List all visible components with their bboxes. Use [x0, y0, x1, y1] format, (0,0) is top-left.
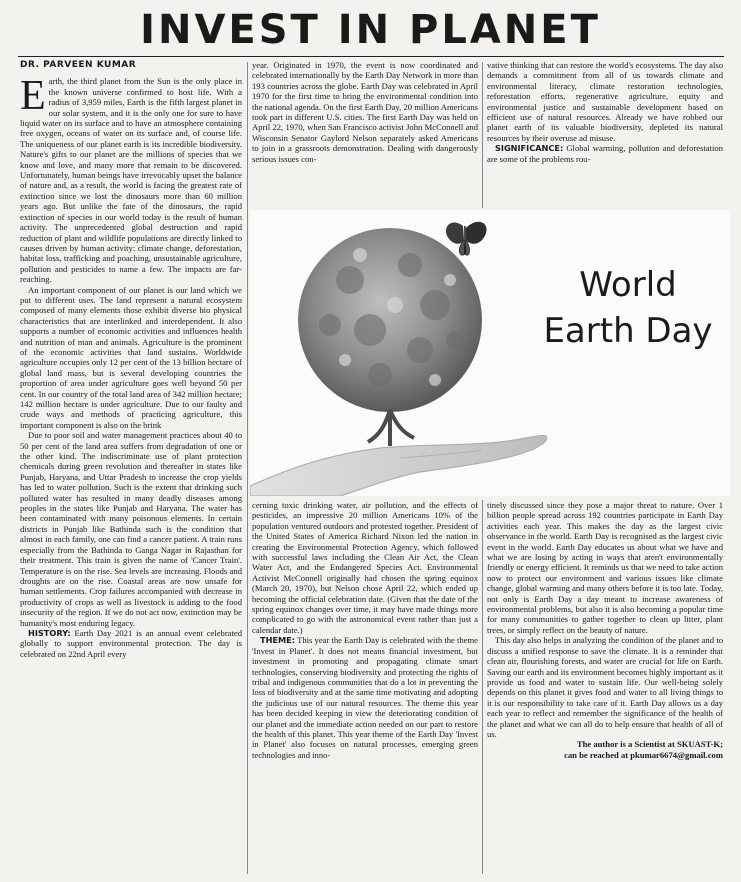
- theme-label: THEME:: [260, 635, 296, 646]
- intro-paragraph: Earth, the third planet from the Sun is the only place in the known universe confirmed to host life. With a radius of 3,959 miles, Earth is the fifth largest planet in our solar system, and it is the only one for sure to have liquid water on its surface and to have an atmosphere containing free oxygen, oceans of water on its surface and, of course life. The uniqueness of our planet earth is its incredible biodiversity. Nature's gifts to our planet are the millions of species that we know and love, and many more that remain to be discovered. Unfortunately, human beings have irrevocably upset the balance of nature and, as a result, the world is facing the greatest rate of extinction since we lost the dinosaurs more than 60 million years ago. But unlike the fate of the dinosaurs, the rapid extinction of species in our world today is the result of human activity. The unprecedented global destruction and rapid reduction of plant and wildlife populations are directly linked to causes driven by human activity: climate change, deforestation, habitat loss, trafficking and poaching, unsustainable agriculture, pollution and pesticides to name a few. The impacts are far-reaching.: [20, 73, 242, 285]
- degradation-paragraph: Due to poor soil and water management practices about 40 to 50 per cent of the land area suffers from degradation of one or the other kind. The indiscriminate use of plant protection chemicals during green revolution and thereafter in states like Punjab, Haryana, and Uttar Pradesh to increase the crop yields has led to water pollution. Such is the extent that drinking such polluted water has resulted in many deadly diseases among peoples in the states like Punjab and Haryana. The water has been contaminated with many poisonous elements. In certain districts in Punjab like Bathinda such is the condition that almost in each family, one can find a cancer patient. A train runs especially from the Bathinda to Ganga Nagar in Rajasthan for their treatment. This train is given the name of 'Cancer Train'. Temperature is on the rise. Sea levels are increasing. Floods and droughts are on the rise. Coastal areas are now unsafe for human settlements. Crop failures accompanied with decrease in productivity of crops as well as livestock is adding to the food insecurity of the region. If we do not act now, extinction may be humanity's most enduring legacy.: [20, 430, 242, 628]
- top-rule: [18, 56, 724, 57]
- drop-cap: E: [20, 73, 46, 120]
- column-2-top: [252, 60, 478, 208]
- butterfly-icon: [446, 222, 487, 255]
- history-continued: year. Originated in 1970, the event is now coordinated and celebrated internationally by the Earth Day Network in more than 193 countries across the globe. Earth Day was celebrated in April 1970 for the first time to bring the environmental condition into the national agenda. On the first Earth Day, 20 million Americans took part in different U.S. cities. The first Earth Day was held on April 22, 1970, when San Francisco activist John McConnell and Wisconsin Senator Gaylord Nelson separately asked Americans to join in a grassroots demonstration. Dealing with dangerously serious issues con-: [252, 60, 478, 164]
- column-2-bottom: [252, 500, 478, 875]
- caption-line-2: Earth Day: [543, 311, 713, 351]
- caption-line-1: World: [579, 265, 677, 305]
- author-note-line-1: The author is a Scientist at SKUAST-K;: [576, 739, 723, 750]
- theme-paragraph: THEME: This year the Earth Day is celebrated with the theme 'Invest in Planet'. It does not means financial investment, but investment in promoting and propagating climate smart technologies, conserving biodiversity and protecting the rights of tribal and indigenous communities that do a lot in preventing the loss of biodiversity and at the same time motivating and adopting the judicious use of our natural resources. The theme this year has been decided keeping in view the deteriorating condition of our planet and the immediate action needed on our part to restore the health of this planet. This year theme of the Earth Day 'Invest in Planet' also focuses on natural processes, emerging green technologies and inno-: [252, 635, 478, 760]
- column-divider-1: [247, 62, 248, 874]
- history-paragraph: HISTORY: Earth Day 2021 is an annual event celebrated globally to support environmental protection. The day is celebrated on 22nd April every: [20, 627, 242, 659]
- column-1: [20, 60, 242, 875]
- history-label: HISTORY:: [28, 627, 71, 638]
- page-title: INVEST IN PLANET: [140, 7, 601, 53]
- column-divider-2-top: [482, 62, 483, 208]
- significance-paragraph: SIGNIFICANCE: Global warming, pollution and deforestation are some of the problems rou-: [487, 143, 723, 164]
- protest-paragraph: cerning toxic drinking water, air pollution, and the effects of pesticides, an impressive 20 million Americans 10% of the population ventured outdoors and protested together. President of the United States of America Richard Nixon led the nation in creating the Environmental Protection Agency, which followed with successful laws including the Clean Air Act, the Clean Water Act, and the Endangered Species Act. Environmental Activist McConnell originally had chosen the spring equinox (March 20, 1970), but Nelson chose April 22, which ended up becoming the official celebration date. (Given that the date of the spring equinox changes over time, it may have made things more complicated to go with the astronomical event rather than just a calendar date.): [252, 500, 478, 635]
- column-3-bottom: [487, 500, 723, 875]
- author-note-line-2: can be reached at pkumar6674@gmail.com: [564, 749, 723, 760]
- vision-paragraph: vative thinking that can restore the world's ecosystems. The day also demands a commitment from all of us towards climate and environmental literacy, climate restoration technologies, reforestation efforts, regenerative agriculture, equity and environmental justice and sustainable development based on efficient use of natural resources. Already we have robbed our planet earth of its valuable biodiversity, depleted its natural resources by their overuse ad misuse.: [487, 60, 723, 143]
- column-divider-2-bottom: [482, 500, 483, 874]
- globe-tree-icon: [298, 228, 482, 446]
- image-caption: [528, 262, 728, 354]
- analysis-paragraph: This day also helps in analyzing the condition of the planet and to discuss a unified response to save the climate. It is a reminder that clean air, flourishing forests, and water are crucial for life on Earth. Saving our earth and its environment becomes highly important as it provide us food and water to sustain life. Our well-being solely depends on this planet it gives food and water to all living things to it is our responsibility to take care of it. Earth Day allows us a day each year to reflect and remember the significance of the health of the planet and what we can all do to help ensure that health of all of us.: [487, 635, 723, 739]
- land-paragraph: An important component of our planet is our land which we put to different uses. The land represent a natural ecosystem composed of many elements those exhibit diverse bio physical characteristics that are interlinked and interdependent. It also supports a number of economic activities and influences health and nutrition of man and animals. Agriculture is the prominent of the economic activities that land sustains. Worldwide agriculture occupies only 12 per cent of the 13 billion hectare of global land mass, but is several developing countries the proportion of area under agriculture goes well beyond 50 per cent. In our country of the total land area of 342 million hectare; 142 million hectare is under agriculture. Due to our faulty and crude ways and methods of practicing agriculture, this important component is also on the brink: [20, 284, 242, 430]
- hand-icon: [250, 436, 547, 496]
- significance-label: SIGNIFICANCE:: [495, 143, 564, 154]
- column-3-top: [487, 60, 723, 208]
- author-byline: DR. PARVEEN KUMAR: [20, 60, 137, 70]
- participation-paragraph: tinely discussed since they pose a major threat to nature. Over 1 billion people spread across 192 countries participate in Earth Day activities each year. This makes the day as the largest civic observance in the world. Earth Day is recognised as the largest civic event in the world. Earth Day educates us about what we have and what we are losing by acting in ways that aren't environmentally friendly or energy efficient. It reminds us that we need to take action now to protect our environment and various issues like climate change, global warming and many others before it is too late. Today, not only is Earth Day a day meant to increase awareness of environmental problems, but also it is also becoming a popular time for many communities to gather together to clean up litter, plant trees, or simply reflect on the beauty of nature.: [487, 500, 723, 635]
